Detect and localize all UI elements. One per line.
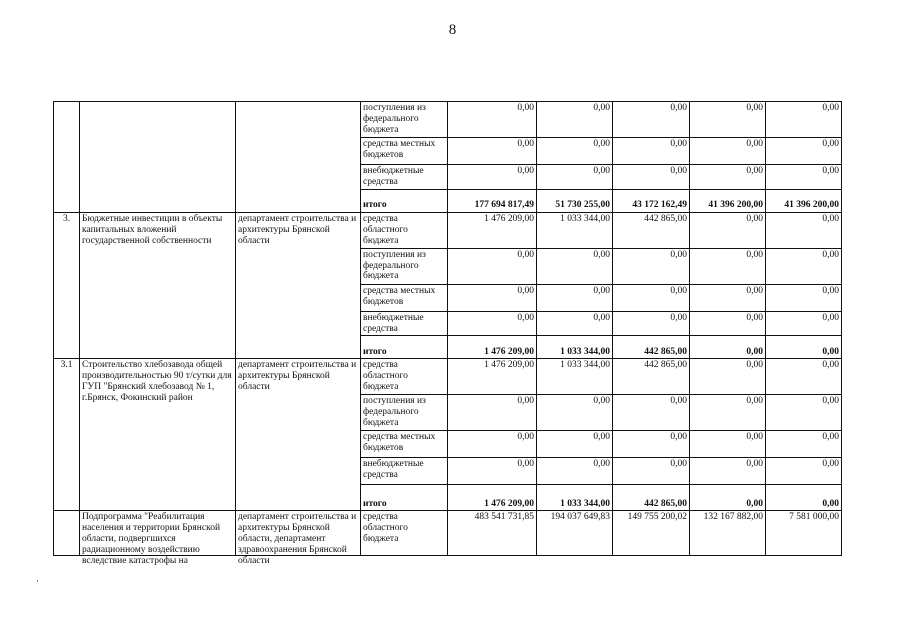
amount-cell: 0,00 — [690, 395, 766, 431]
row-number: 3. — [54, 212, 80, 359]
amount-cell: 51 730 255,00 — [537, 189, 613, 212]
amount-cell: 0,00 — [537, 431, 613, 458]
source-cell: внебюджетные средства — [361, 311, 448, 336]
amount-cell: 0,00 — [690, 311, 766, 336]
amount-cell: 0,00 — [537, 165, 613, 190]
amount-cell: 0,00 — [448, 138, 537, 165]
amount-cell: 0,00 — [448, 248, 537, 284]
row-number — [54, 511, 80, 556]
amount-cell: 442 865,00 — [613, 336, 690, 359]
amount-cell: 132 167 882,00 — [690, 511, 766, 556]
amount-cell: 0,00 — [690, 102, 766, 138]
amount-cell: 177 694 817,49 — [448, 189, 537, 212]
source-cell: средства местных бюджетов — [361, 284, 448, 311]
executor-cell — [236, 102, 361, 213]
source-cell: поступления из федерального бюджета — [361, 102, 448, 138]
amount-cell: 0,00 — [448, 458, 537, 485]
amount-cell: 483 541 731,85 — [448, 511, 537, 556]
amount-cell: 0,00 — [448, 284, 537, 311]
amount-cell: 194 037 649,83 — [537, 511, 613, 556]
source-cell: средства областного бюджета — [361, 511, 448, 556]
amount-cell: 0,00 — [690, 212, 766, 248]
amount-cell: 0,00 — [537, 458, 613, 485]
index-cell — [54, 102, 80, 213]
amount-cell: 0,00 — [537, 311, 613, 336]
measure-name — [80, 511, 236, 567]
source-cell: средства местных бюджетов — [361, 138, 448, 165]
budget-table — [53, 101, 842, 567]
source-cell: итого — [361, 189, 448, 212]
row-number: 3.1 — [54, 359, 80, 511]
amount-cell: 0,00 — [690, 165, 766, 190]
page-number: 8 — [448, 22, 457, 38]
source-cell: итого — [361, 485, 448, 511]
amount-cell: 0,00 — [766, 359, 842, 395]
amount-cell: 0,00 — [766, 485, 842, 511]
amount-cell: 41 396 200,00 — [690, 189, 766, 212]
amount-cell: 0,00 — [766, 248, 842, 284]
amount-cell: 43 172 162,49 — [613, 189, 690, 212]
amount-cell: 0,00 — [766, 284, 842, 311]
amount-cell: 7 581 000,00 — [766, 511, 842, 556]
amount-cell: 0,00 — [690, 359, 766, 395]
amount-cell: 0,00 — [613, 165, 690, 190]
amount-cell: 1 476 209,00 — [448, 212, 537, 248]
amount-cell: 0,00 — [613, 395, 690, 431]
amount-cell: 0,00 — [766, 165, 842, 190]
amount-cell: 0,00 — [537, 395, 613, 431]
amount-cell: 0,00 — [448, 395, 537, 431]
amount-cell: 442 865,00 — [613, 212, 690, 248]
amount-cell: 1 476 209,00 — [448, 359, 537, 395]
amount-cell: 0,00 — [766, 458, 842, 485]
amount-cell: 0,00 — [766, 336, 842, 359]
amount-cell: 149 755 200,02 — [613, 511, 690, 556]
table-row — [54, 212, 842, 248]
amount-cell: 0,00 — [537, 248, 613, 284]
source-cell: средства областного бюджета — [361, 212, 448, 248]
amount-cell: 0,00 — [448, 431, 537, 458]
amount-cell: 0,00 — [690, 284, 766, 311]
amount-cell: 41 396 200,00 — [766, 189, 842, 212]
amount-cell: 0,00 — [613, 431, 690, 458]
amount-cell: 0,00 — [448, 102, 537, 138]
amount-cell: 442 865,00 — [613, 359, 690, 395]
amount-cell: 0,00 — [690, 248, 766, 284]
source-cell: итого — [361, 336, 448, 359]
amount-cell: 0,00 — [537, 102, 613, 138]
source-cell: внебюджетные средства — [361, 165, 448, 190]
source-cell: поступления из федерального бюджета — [361, 395, 448, 431]
amount-cell: 0,00 — [690, 336, 766, 359]
amount-cell: 1 476 209,00 — [448, 485, 537, 511]
executor-name: департамент строительства и архитектуры Брянской области — [236, 359, 361, 511]
amount-cell: 0,00 — [613, 102, 690, 138]
amount-cell: 1 033 344,00 — [537, 359, 613, 395]
measure-name: Бюджетные инвестиции в объекты капитальных вложений государственной собственности — [80, 212, 236, 359]
amount-cell: 0,00 — [448, 311, 537, 336]
amount-cell: 1 033 344,00 — [537, 485, 613, 511]
amount-cell: 442 865,00 — [613, 485, 690, 511]
amount-cell: 0,00 — [690, 458, 766, 485]
executor-name — [236, 511, 361, 567]
amount-cell: 0,00 — [766, 102, 842, 138]
amount-cell: 0,00 — [766, 311, 842, 336]
amount-cell: 0,00 — [613, 138, 690, 165]
table-row — [54, 511, 842, 556]
margin-mark: · — [36, 576, 39, 586]
amount-cell: 0,00 — [766, 395, 842, 431]
amount-cell: 0,00 — [766, 212, 842, 248]
source-cell: внебюджетные средства — [361, 458, 448, 485]
amount-cell: 0,00 — [766, 138, 842, 165]
source-cell: поступления из федерального бюджета — [361, 248, 448, 284]
amount-cell: 0,00 — [613, 458, 690, 485]
measure-name: Строительство хлебозавода общей производительностью 90 т/сутки для ГУП "Брянский хлебозавод № 1, г.Брянск, Фокинский район — [80, 359, 236, 511]
executor-name-text: департамент строительства и архитектуры Брянской области, департамент здравоохранения Брянской области — [238, 512, 357, 567]
amount-cell: 0,00 — [537, 138, 613, 165]
amount-cell: 0,00 — [690, 431, 766, 458]
table-row — [54, 359, 842, 395]
measure-name-text: Подпрограмма "Реабилитация населения и территории Брянской области, подвергшихся радиационному воздействию вследствие катастрофы на — [82, 512, 221, 567]
amount-cell: 0,00 — [613, 284, 690, 311]
name-cell — [80, 102, 236, 213]
amount-cell: 1 476 209,00 — [448, 336, 537, 359]
amount-cell: 0,00 — [448, 165, 537, 190]
executor-name: департамент строительства и архитектуры Брянской области — [236, 212, 361, 359]
amount-cell: 1 033 344,00 — [537, 212, 613, 248]
amount-cell: 0,00 — [690, 138, 766, 165]
amount-cell: 0,00 — [766, 431, 842, 458]
amount-cell: 0,00 — [690, 485, 766, 511]
amount-cell: 0,00 — [613, 311, 690, 336]
amount-cell: 1 033 344,00 — [537, 336, 613, 359]
table-row — [54, 102, 842, 138]
source-cell: средства местных бюджетов — [361, 431, 448, 458]
source-cell: средства областного бюджета — [361, 359, 448, 395]
amount-cell: 0,00 — [613, 248, 690, 284]
amount-cell: 0,00 — [537, 284, 613, 311]
